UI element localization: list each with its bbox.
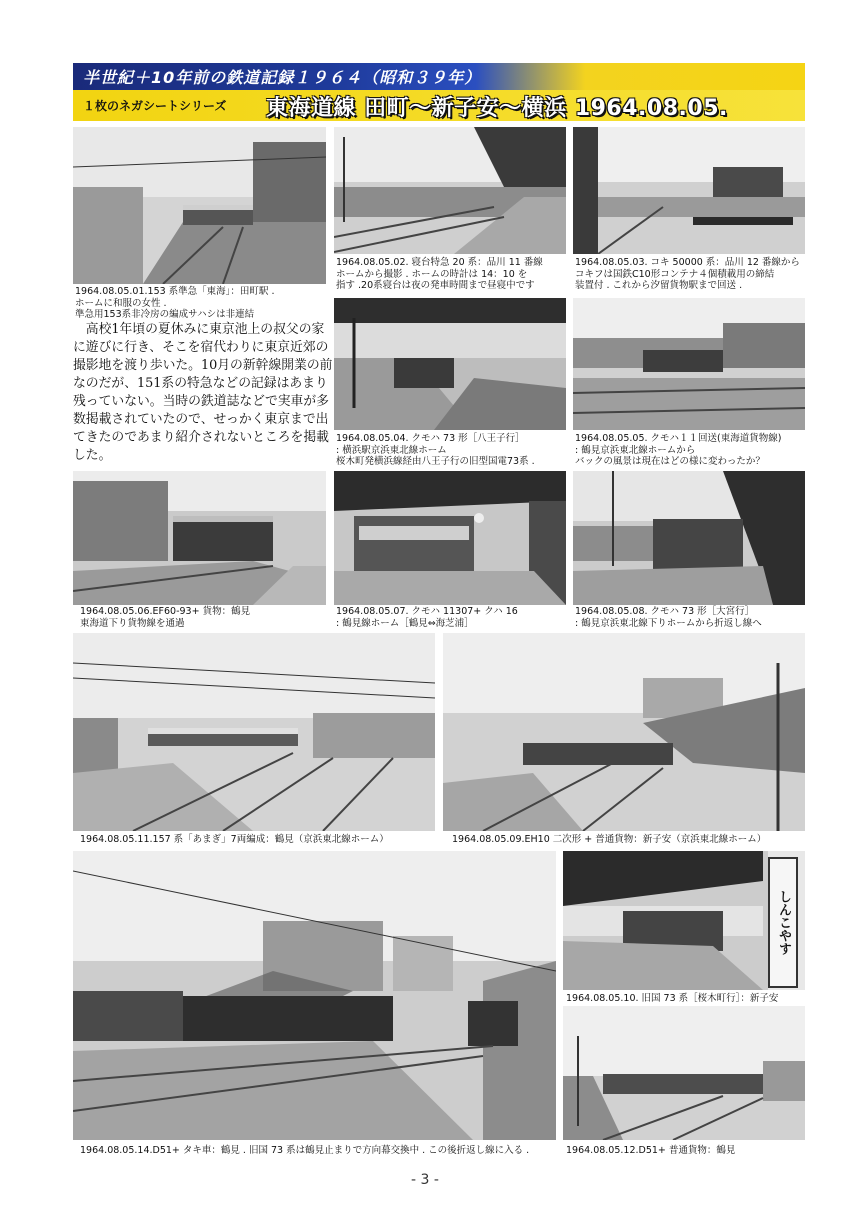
- caption-02-line1: 1964.08.05.02. 寝台特急 20 系：品川 11 番線: [336, 257, 543, 268]
- caption-09-line1: 1964.08.05.09.EH10 二次形 + 普通貨物：新子安（京浜東北線ホーム）: [452, 834, 767, 845]
- caption-06: [80, 606, 250, 629]
- body-paragraph: 高校1年頃の夏休みに東京池上の叔父の家に遊びに行き、そこを宿代わりに東京近郊の撮影地を渡り歩いた。10月の新幹線開業の前なのだが、151系の特急などの記録はあまり残っていない。当時の鉄道誌などで実車が多数掲載されていたので、せっかく東京まで出てきたのであまり紹介されないところを掲載した。: [73, 322, 333, 463]
- caption-02: [336, 257, 543, 292]
- caption-05: [575, 433, 781, 468]
- caption-04: [336, 433, 535, 468]
- caption-07-line2: : 鶴見線ホーム［鶴見⇔海芝浦］: [336, 617, 474, 629]
- caption-03-line2: コキフは国鉄C10形コンテナ４個積載用の締結: [575, 268, 775, 280]
- caption-04-line3: 桜木町発横浜線経由八王子行の旧型国電73系 .: [336, 456, 535, 467]
- photo-10-shinkoyasu-73kei: [563, 851, 805, 990]
- caption-04-line1: 1964.08.05.04. クモハ 73 形［八王子行］: [336, 433, 525, 444]
- header-title-line2: 東海道線 田町～新子安～横浜 1964.08.05.: [266, 96, 728, 121]
- photo-08-tsurumi-kumoha73: [573, 471, 805, 605]
- photo-12-tsurumi-d51: [563, 1006, 805, 1140]
- caption-10-line1: 1964.08.05.10. 旧国 73 系［桜木町行］：新子安: [566, 993, 779, 1004]
- photo-06-tsurumi-ef60: [73, 471, 326, 605]
- caption-07: [336, 606, 518, 629]
- caption-06-line2: 東海道下り貨物線を通過: [80, 617, 185, 629]
- caption-05-line2: : 鶴見京浜東北線ホームから: [575, 444, 696, 456]
- photo-09-shinkoyasu-eh10: [443, 633, 805, 831]
- caption-03-line3: 装置付 . これから汐留貨物駅まで回送 .: [575, 280, 743, 291]
- photo-02-shinagawa-20kei: [334, 127, 566, 254]
- caption-04-line2: : 横浜駅京浜東北線ホーム: [336, 444, 447, 456]
- caption-01-line1: 1964.08.05.01.153 系準急「東海」：田町駅 .: [75, 286, 275, 297]
- body-text: [73, 321, 335, 465]
- photo-07-tsurumi-line: [334, 471, 566, 605]
- caption-01-line2: ホームに和服の女性 .: [75, 297, 167, 309]
- caption-08: [575, 606, 762, 629]
- caption-12: [566, 1145, 735, 1157]
- caption-08-line1: 1964.08.05.08. クモハ 73 形［大宮行］: [575, 606, 755, 617]
- caption-09: [452, 834, 766, 846]
- station-sign: [768, 857, 798, 988]
- header-series-label: １枚のネガシートシリーズ: [83, 99, 227, 113]
- caption-08-line2: : 鶴見京浜東北線下りホームから折返し線へ: [575, 617, 762, 629]
- caption-01: [75, 286, 274, 321]
- photo-01-tamachi: [73, 127, 326, 284]
- caption-07-line1: 1964.08.05.07. クモハ 11307+ クハ 16: [336, 606, 518, 617]
- photo-05-tsurumi-kumoha11: [573, 298, 805, 430]
- caption-03-line1: 1964.08.05.03. コキ 50000 系：品川 12 番線から: [575, 257, 800, 268]
- caption-01-line3: 準急用153系非冷房の編成サハシは非連結: [75, 309, 255, 320]
- caption-11: [80, 834, 389, 846]
- caption-05-line3: バックの風景は現在はどの様に変わったか？: [575, 456, 765, 467]
- header-title-line1: 半世紀＋10年前の鉄道記録１９６４（昭和３９年）: [83, 68, 482, 87]
- photo-04-yokohama: [334, 298, 566, 430]
- caption-05-line1: 1964.08.05.05. クモハ１１回送(東海道貨物線): [575, 433, 782, 444]
- photo-14-tsurumi-d51: [73, 851, 556, 1140]
- caption-12-line1: 1964.08.05.12.D51+ 普通貨物：鶴見: [566, 1145, 736, 1156]
- caption-03: [575, 257, 800, 292]
- caption-14: [80, 1145, 529, 1157]
- caption-14-line1: 1964.08.05.14.D51+ タキ車：鶴見 . 旧国 73 系は鶴見止まりで方向幕交換中 . この後折返し線に入る .: [80, 1145, 530, 1156]
- caption-10: [566, 993, 778, 1005]
- page-number: - 3 -: [411, 1172, 439, 1188]
- caption-02-line2: ホームから撮影 . ホームの時計は 14：10 を: [336, 268, 528, 280]
- photo-11-tsurumi-amagi: [73, 633, 435, 831]
- photo-03-shinagawa-koki: [573, 127, 805, 254]
- page-header: [73, 63, 805, 121]
- caption-06-line1: 1964.08.05.06.EF60-93+ 貨物：鶴見: [80, 606, 251, 617]
- caption-11-line1: 1964.08.05.11.157 系「あまぎ」7両編成：鶴見（京浜東北線ホーム）: [80, 834, 389, 845]
- caption-02-line3: 指す .20系寝台は夜の発車時間まで昼寝中です: [336, 280, 535, 291]
- station-sign-text: しんこやす: [776, 890, 791, 955]
